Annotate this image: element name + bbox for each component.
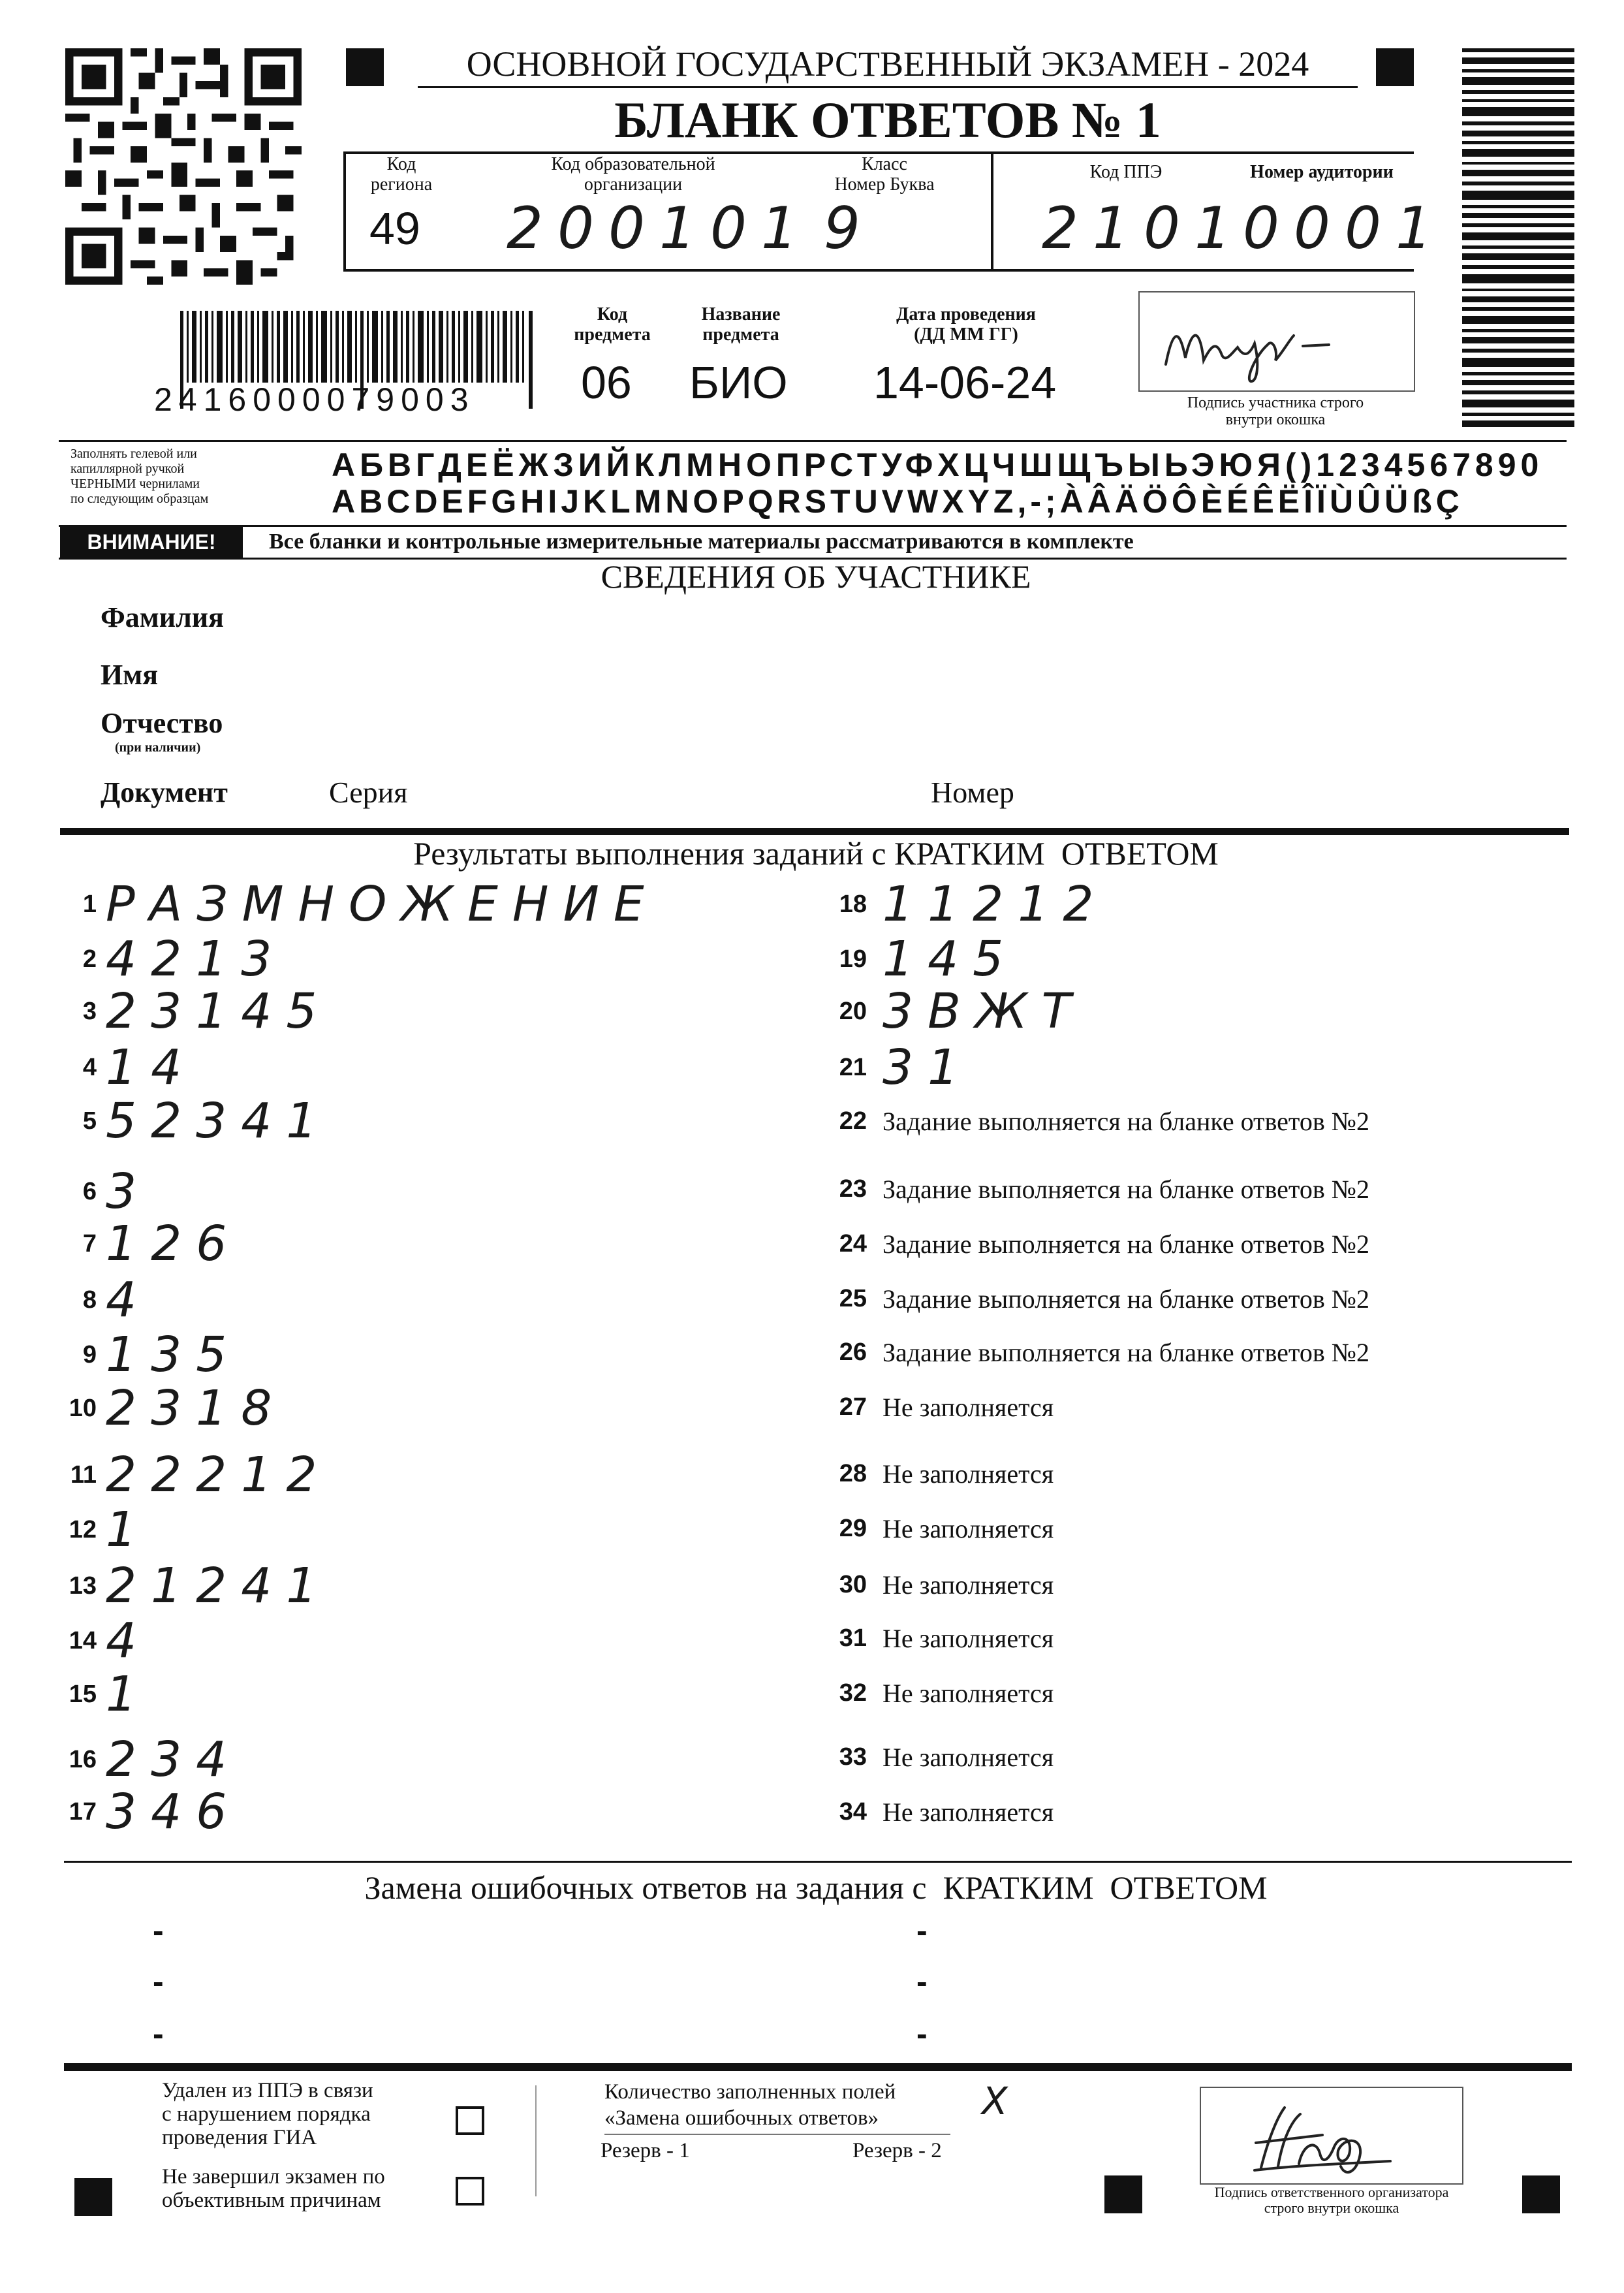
participant-signature-box[interactable] bbox=[1138, 291, 1415, 392]
replacement-dash-l2: - bbox=[153, 1963, 164, 2000]
organizer-signature-box[interactable] bbox=[1200, 2087, 1463, 2185]
task-number: 29 bbox=[839, 1514, 867, 1542]
answer-value: 21241 bbox=[106, 1558, 332, 1614]
answer-row-27 bbox=[828, 1384, 1054, 1430]
answer-row-25 bbox=[828, 1276, 1369, 1321]
series-label: Серия bbox=[329, 776, 408, 809]
registration-mark-bottom-mid bbox=[1104, 2175, 1142, 2213]
sample-line-latin: ABCDEFGHIJKLMNOPQRSTUVWXYZ,-;ÀÂÄÖÔÈÉÊËÎÏÙÛÜßÇ bbox=[332, 483, 1463, 520]
replacement-dash-r1: - bbox=[916, 1912, 928, 1949]
task-number: 4 bbox=[82, 1053, 97, 1081]
org-label: Код образовательной организации bbox=[551, 154, 715, 195]
room-value: 0001 bbox=[1243, 195, 1446, 262]
task-number: 15 bbox=[69, 1680, 97, 1708]
org-value: 200101 bbox=[507, 195, 812, 262]
header-box-bottom bbox=[343, 269, 1414, 272]
name-label: Имя bbox=[101, 659, 158, 691]
not-finished-checkbox[interactable] bbox=[456, 2177, 484, 2206]
sample-instruction: Заполнять гелевой или капиллярной ручкой ЧЕРНЫМИ чернилами по следующим образцам bbox=[70, 447, 209, 506]
answer-value: 4213 bbox=[106, 931, 287, 987]
answer-row-19 bbox=[828, 931, 1018, 987]
answer-note: Задание выполняется на бланке ответов №2 bbox=[882, 1229, 1369, 1259]
task-number: 22 bbox=[839, 1107, 867, 1135]
task-number: 16 bbox=[69, 1745, 97, 1773]
answer-row-30 bbox=[828, 1562, 1054, 1607]
task-number: 8 bbox=[82, 1286, 97, 1314]
answer-row-23 bbox=[828, 1166, 1369, 1212]
replacement-top-rule bbox=[64, 1861, 1572, 1863]
answer-row-15 bbox=[59, 1666, 151, 1722]
region-label: Код региона bbox=[370, 154, 433, 195]
task-number: 9 bbox=[82, 1340, 97, 1368]
number-label: Номер bbox=[931, 776, 1014, 809]
task-number: 25 bbox=[839, 1284, 867, 1312]
surname-label: Фамилия bbox=[101, 601, 224, 633]
task-number: 23 bbox=[839, 1175, 867, 1203]
answer-row-14 bbox=[59, 1613, 151, 1669]
replacement-count-value: Х bbox=[982, 2079, 1008, 2123]
answer-value: 1 bbox=[106, 1666, 151, 1722]
task-number: 5 bbox=[82, 1107, 97, 1135]
answer-value: 52341 bbox=[106, 1093, 332, 1149]
patronymic-note: (при наличии) bbox=[115, 740, 201, 755]
answer-value: 14 bbox=[106, 1039, 196, 1096]
answer-note: Не заполняется bbox=[882, 1742, 1054, 1772]
task-number: 28 bbox=[839, 1459, 867, 1487]
attention-text: Все бланки и контрольные измерительные материалы рассматриваются в комплекте bbox=[269, 530, 1134, 554]
answer-note: Не заполняется bbox=[882, 1623, 1054, 1653]
count-underline bbox=[604, 2134, 950, 2135]
task-number: 26 bbox=[839, 1338, 867, 1366]
attention-top-rule bbox=[59, 525, 1567, 527]
answer-row-12 bbox=[59, 1502, 151, 1558]
answer-row-4 bbox=[59, 1039, 196, 1096]
form-title: БЛАНК ОТВЕТОВ № 1 bbox=[614, 91, 1161, 148]
task-number: 17 bbox=[69, 1797, 97, 1826]
registration-mark-top-right bbox=[1376, 48, 1414, 86]
answer-value: 31 bbox=[882, 1039, 973, 1096]
answer-value: 23145 bbox=[106, 983, 332, 1039]
task-number: 12 bbox=[69, 1515, 97, 1543]
barcode-number: 2416000079003 bbox=[154, 381, 475, 418]
answer-value: 11212 bbox=[882, 876, 1108, 932]
answer-row-21 bbox=[828, 1039, 973, 1096]
answer-note: Не заполняется bbox=[882, 1678, 1054, 1708]
title-underline bbox=[418, 86, 1358, 88]
region-value: 49 bbox=[369, 203, 420, 254]
task-number: 7 bbox=[82, 1229, 97, 1257]
patronymic-label: Отчество bbox=[101, 707, 223, 739]
class-value: 9 bbox=[824, 195, 875, 262]
answer-row-22 bbox=[828, 1098, 1369, 1144]
organizer-signature bbox=[1201, 2088, 1462, 2183]
answer-note: Не заполняется bbox=[882, 1459, 1054, 1489]
attention-badge: ВНИМАНИЕ! bbox=[60, 526, 243, 558]
ppe-value: 2101 bbox=[1042, 195, 1245, 262]
answer-row-1 bbox=[59, 876, 659, 932]
answer-row-3 bbox=[59, 983, 332, 1039]
room-label: Номер аудитории bbox=[1250, 162, 1394, 182]
answer-row-20 bbox=[828, 983, 1085, 1039]
participant-signature bbox=[1140, 293, 1414, 390]
task-number: 20 bbox=[839, 997, 867, 1025]
answer-row-10 bbox=[59, 1380, 287, 1436]
class-label: Класс Номер Буква bbox=[834, 154, 935, 195]
sample-line-cyrillic: АБВГДЕЁЖЗИЙКЛМНОПРСТУФХЦЧШЩЪЫЬЭЮЯ()1234567890 bbox=[332, 447, 1544, 483]
answer-value: 1 bbox=[106, 1502, 151, 1558]
subject-code-value: 06 bbox=[581, 357, 632, 408]
document-label: Документ bbox=[101, 776, 228, 808]
answer-row-6 bbox=[59, 1163, 151, 1220]
replacement-dash-l3: - bbox=[153, 2016, 164, 2052]
answer-row-2 bbox=[59, 931, 287, 987]
task-number: 18 bbox=[839, 890, 867, 918]
registration-mark-bottom-right bbox=[1522, 2175, 1560, 2213]
subject-code-label: Код предмета bbox=[574, 304, 651, 345]
task-number: 32 bbox=[839, 1679, 867, 1707]
answer-note: Задание выполняется на бланке ответов №2 bbox=[882, 1337, 1369, 1367]
answer-row-28 bbox=[828, 1451, 1054, 1496]
answer-row-7 bbox=[59, 1216, 242, 1272]
answer-note: Не заполняется bbox=[882, 1392, 1054, 1422]
replacement-count-label: Количество заполненных полей «Замена ошибочных ответов» bbox=[604, 2080, 896, 2130]
answer-note: Не заполняется bbox=[882, 1513, 1054, 1543]
answer-value: 4 bbox=[106, 1613, 151, 1669]
footer-top-rule bbox=[64, 2063, 1572, 2071]
answer-row-5 bbox=[59, 1093, 332, 1149]
task-number: 34 bbox=[839, 1797, 867, 1826]
answer-value: РАЗМНОЖЕНИЕ bbox=[106, 876, 659, 932]
task-number: 3 bbox=[82, 997, 97, 1025]
side-barcode bbox=[1462, 48, 1574, 427]
header-box-left bbox=[343, 151, 346, 272]
answer-row-34 bbox=[828, 1789, 1054, 1835]
answer-row-9 bbox=[59, 1327, 242, 1383]
task-number: 33 bbox=[839, 1743, 867, 1771]
answer-value: 3 bbox=[106, 1163, 151, 1220]
task-number: 24 bbox=[839, 1229, 867, 1257]
answer-note: Не заполняется bbox=[882, 1797, 1054, 1827]
answer-row-11 bbox=[59, 1447, 332, 1503]
removed-checkbox[interactable] bbox=[456, 2106, 484, 2135]
task-number: 30 bbox=[839, 1570, 867, 1598]
answer-value: 145 bbox=[882, 931, 1018, 987]
replacement-dash-r3: - bbox=[916, 2016, 928, 2052]
task-number: 6 bbox=[82, 1177, 97, 1205]
replacement-dash-r2: - bbox=[916, 1963, 928, 2000]
task-number: 2 bbox=[82, 945, 97, 973]
reserve-1-label: Резерв - 1 bbox=[601, 2139, 690, 2162]
participant-signature-caption: Подпись участника строго внутри окошка bbox=[1187, 394, 1364, 428]
answer-row-8 bbox=[59, 1272, 151, 1328]
answer-row-18 bbox=[828, 876, 1108, 932]
task-number: 21 bbox=[839, 1053, 867, 1081]
answer-value: 2318 bbox=[106, 1380, 287, 1436]
task-number: 1 bbox=[82, 890, 97, 918]
answer-note: Задание выполняется на бланке ответов №2 bbox=[882, 1106, 1369, 1136]
registration-mark-top-left bbox=[346, 48, 384, 86]
not-finished-label: Не завершил экзамен по объективным причинам bbox=[162, 2165, 385, 2212]
participant-section-title: СВЕДЕНИЯ ОБ УЧАСТНИКЕ bbox=[601, 558, 1031, 595]
answer-value: 135 bbox=[106, 1327, 242, 1383]
registration-mark-bottom-left bbox=[74, 2178, 112, 2216]
answer-value: 346 bbox=[106, 1784, 242, 1840]
answer-row-29 bbox=[828, 1506, 1054, 1551]
exam-title: ОСНОВНОЙ ГОСУДАРСТВЕННЫЙ ЭКЗАМЕН - 2024 bbox=[466, 44, 1309, 84]
task-number: 14 bbox=[69, 1626, 97, 1654]
removed-label: Удален из ППЭ в связи с нарушением порядка проведения ГИА bbox=[162, 2079, 373, 2149]
date-value: 14-06-24 bbox=[873, 357, 1057, 408]
organizer-signature-caption: Подпись ответственного организатора строго внутри окошка bbox=[1214, 2184, 1449, 2216]
replacement-dash-l1: - bbox=[153, 1912, 164, 1949]
header-box-divider bbox=[991, 151, 993, 272]
task-number: 13 bbox=[69, 1572, 97, 1600]
answer-row-31 bbox=[828, 1615, 1054, 1661]
answer-row-13 bbox=[59, 1558, 332, 1614]
task-number: 10 bbox=[69, 1394, 97, 1422]
answer-row-33 bbox=[828, 1734, 1054, 1780]
answer-value: 126 bbox=[106, 1216, 242, 1272]
answer-row-24 bbox=[828, 1221, 1369, 1267]
answer-note: Задание выполняется на бланке ответов №2 bbox=[882, 1174, 1369, 1204]
answer-row-32 bbox=[828, 1670, 1054, 1716]
answer-row-26 bbox=[828, 1329, 1369, 1375]
task-number: 19 bbox=[839, 945, 867, 973]
subject-name-label: Название предмета bbox=[701, 304, 781, 345]
footer-vertical-divider bbox=[535, 2085, 537, 2196]
answer-note: Не заполняется bbox=[882, 1570, 1054, 1600]
ppe-label: Код ППЭ bbox=[1089, 162, 1163, 182]
task-number: 27 bbox=[839, 1393, 867, 1421]
answer-value: 22212 bbox=[106, 1447, 332, 1503]
reserve-2-label: Резерв - 2 bbox=[852, 2139, 942, 2162]
replacement-section-title: Замена ошибочных ответов на задания с КРАТКИМ ОТВЕТОМ bbox=[364, 1869, 1268, 1906]
answer-note: Задание выполняется на бланке ответов №2 bbox=[882, 1284, 1369, 1314]
task-number: 11 bbox=[70, 1461, 97, 1489]
date-label: Дата проведения (ДД ММ ГГ) bbox=[896, 304, 1036, 345]
answer-value: 4 bbox=[106, 1272, 151, 1328]
task-number: 31 bbox=[839, 1624, 867, 1652]
subject-name-value: БИО bbox=[689, 357, 788, 408]
results-section-title: Результаты выполнения заданий с КРАТКИМ ОТВЕТОМ bbox=[413, 835, 1219, 872]
qr-code bbox=[65, 48, 302, 285]
answer-value: 234 bbox=[106, 1732, 242, 1788]
sample-top-rule bbox=[59, 440, 1567, 442]
answer-value: 3ВЖТ bbox=[882, 983, 1085, 1039]
answer-row-16 bbox=[59, 1732, 242, 1788]
answer-row-17 bbox=[59, 1784, 242, 1840]
